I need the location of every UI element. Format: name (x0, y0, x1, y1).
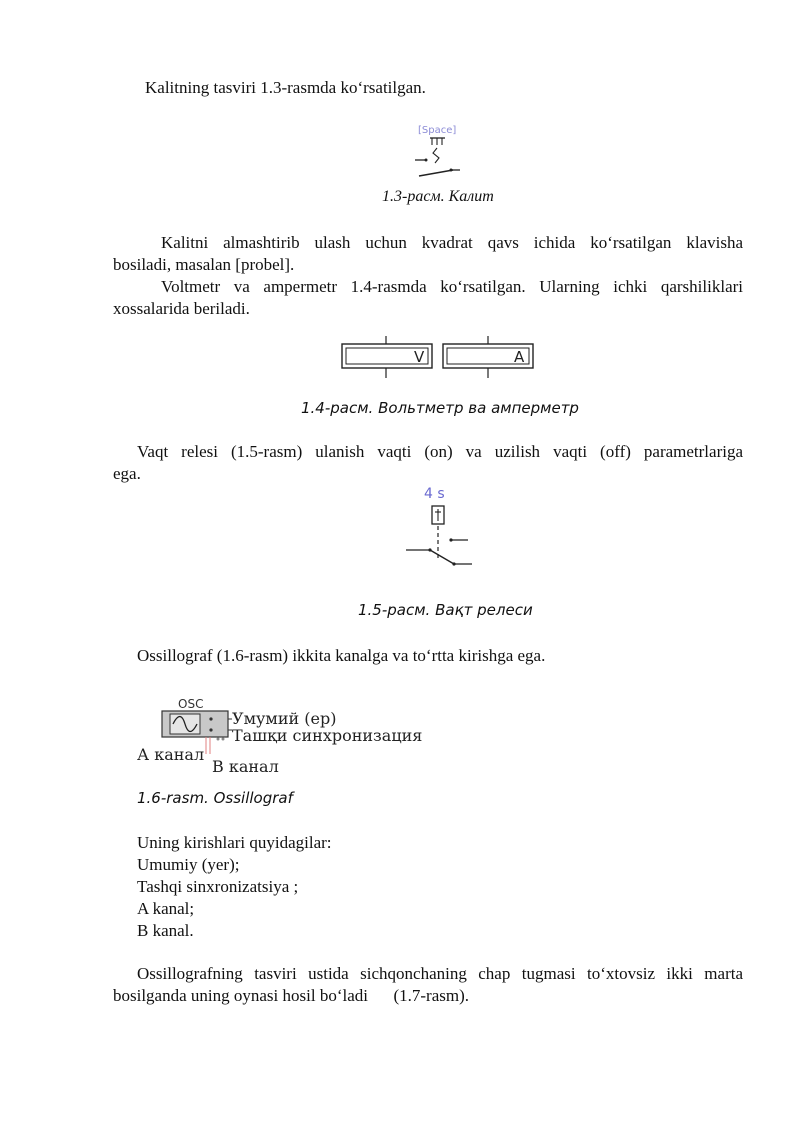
paragraph-line: ega. (113, 464, 141, 483)
paragraph-line: Ossillografning tasviri ustida sichqonchaning chap tugmasi to‘xtovsiz ikki marta (137, 964, 743, 983)
switch-key-label: [Space] (418, 125, 457, 136)
paragraph-switch-intro: Kalitning tasviri 1.3-rasmda ko‘rsatilgan. (145, 78, 426, 97)
paragraph-line: xossalarida beriladi. (113, 299, 250, 318)
time-relay-figure (400, 482, 480, 572)
list-item: Umumiy (yer); (137, 855, 240, 874)
common-ground-label: Умумий (ер) (232, 709, 337, 728)
voltmeter (342, 336, 432, 378)
paragraph-line: bosilganda uning oynasi hosil bo‘ladi (1.7-rasm). (113, 986, 470, 1005)
paragraph-line: Kalitni almashtirib ulash uchun kvadrat qavs ichida ko‘rsatilgan klavisha (161, 233, 743, 252)
switch-figure (405, 118, 465, 180)
channel-b-label: В канал (212, 757, 279, 776)
inputs-intro: Uning kirishlari quyidagilar: (137, 833, 332, 852)
list-item: Tashqi sinxronizatsiya ; (137, 877, 299, 896)
external-sync-label: Ташқи синхронизация (232, 726, 423, 745)
ammeter-label: A (514, 348, 525, 366)
paragraph-line: bosiladi, masalan [probel]. (113, 255, 295, 274)
ammeter (443, 336, 533, 378)
paragraph-switch-usage (113, 232, 743, 276)
list-item: B kanal. (137, 921, 194, 940)
channel-a-label: А канал (137, 745, 205, 764)
figure-1-3-caption: 1.3-расм. Калит (382, 188, 494, 205)
list-item: A kanal; (137, 899, 195, 918)
meters-figure (338, 336, 538, 378)
paragraph-time-relay (113, 441, 743, 485)
paragraph-line: Voltmetr va ampermetr 1.4-rasmda ko‘rsatilgan. Ularning ichki qarshiliklari (161, 277, 743, 296)
figure-1-5-caption: 1.5-расм. Вақт релеси (358, 601, 533, 619)
paragraph-meters (113, 276, 743, 320)
figure-1-4-caption: 1.4-расм. Вольтметр ва амперметр (301, 399, 579, 417)
paragraph-oscillograph-intro: Ossillograf (1.6-rasm) ikkita kanalga va to‘rtta kirishga ega. (137, 646, 546, 665)
time-relay-label: 4 s (424, 486, 445, 502)
osc-label: OSC (178, 697, 204, 711)
voltmeter-label: V (414, 348, 425, 366)
paragraph-oscillograph-window (113, 963, 743, 1007)
figure-1-6-caption: 1.6-rasm. Ossillograf (137, 789, 293, 807)
paragraph-line: Vaqt relesi (1.5-rasm) ulanish vaqti (on) va uzilish vaqti (off) parametrlariga (137, 442, 743, 461)
oscilloscope-figure (130, 692, 430, 782)
